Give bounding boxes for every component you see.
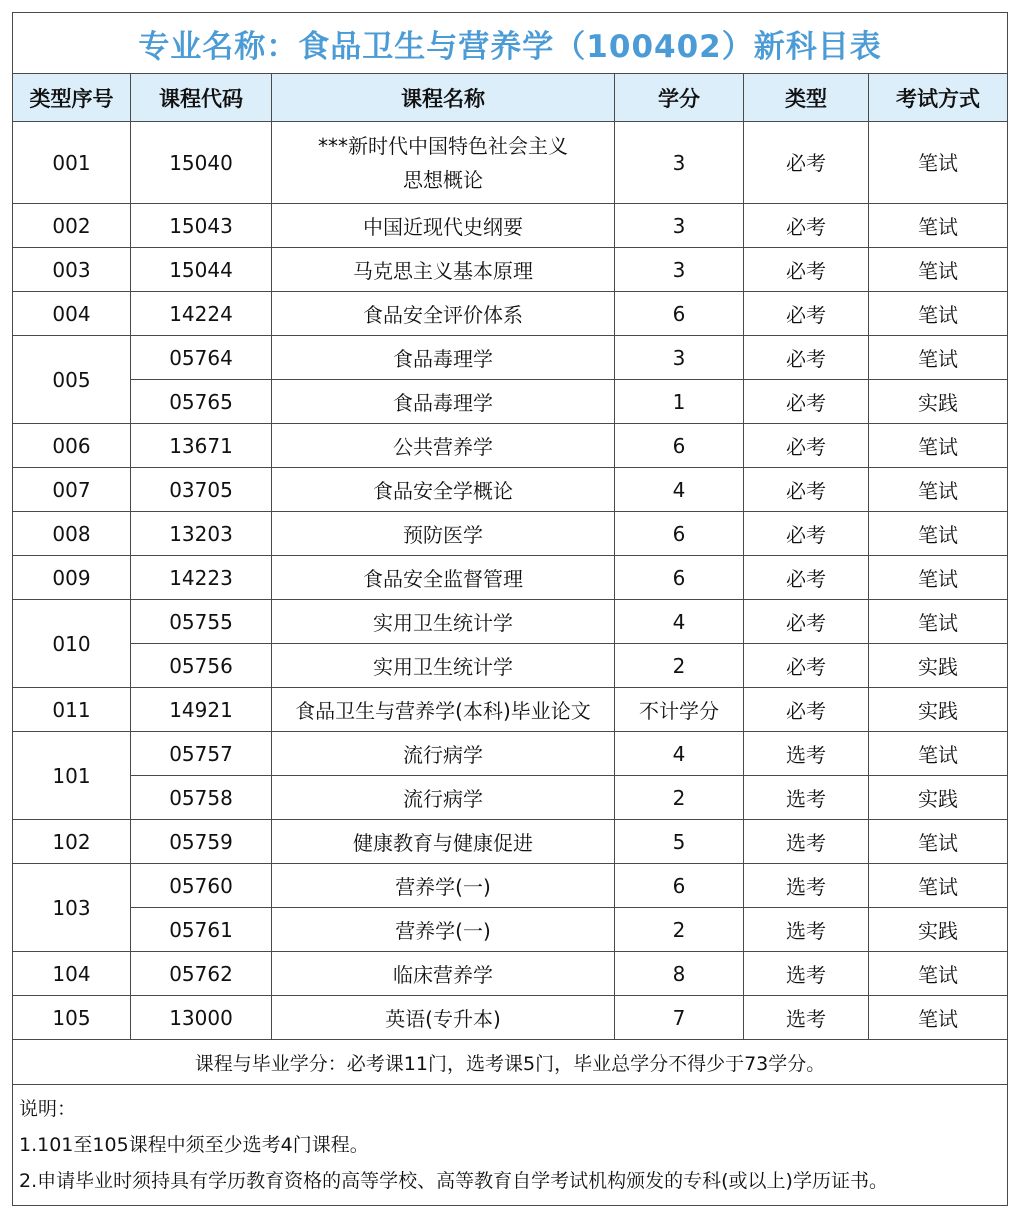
cell-type: 必考 bbox=[744, 688, 869, 732]
cell-code: 13203 bbox=[131, 512, 272, 556]
cell-code: 05758 bbox=[131, 776, 272, 820]
cell-type: 选考 bbox=[744, 732, 869, 776]
cell-credit: 3 bbox=[615, 248, 744, 292]
cell-name bbox=[272, 122, 615, 204]
table-row bbox=[13, 952, 1008, 996]
cell-seq: 006 bbox=[13, 424, 131, 468]
cell-code: 14223 bbox=[131, 556, 272, 600]
cell-exam: 笔试 bbox=[869, 512, 1008, 556]
cell-name: 流行病学 bbox=[272, 732, 615, 776]
cell-credit: 8 bbox=[615, 952, 744, 996]
cell-name: 营养学(一) bbox=[272, 864, 615, 908]
cell-seq: 011 bbox=[13, 688, 131, 732]
cell-code: 05760 bbox=[131, 864, 272, 908]
cell-code: 05757 bbox=[131, 732, 272, 776]
cell-exam: 笔试 bbox=[869, 864, 1008, 908]
header-credit: 学分 bbox=[615, 74, 744, 122]
cell-credit: 6 bbox=[615, 424, 744, 468]
cell-seq: 010 bbox=[13, 600, 131, 688]
cell-seq: 005 bbox=[13, 336, 131, 424]
cell-credit: 4 bbox=[615, 468, 744, 512]
table-row bbox=[13, 292, 1008, 336]
cell-seq: 104 bbox=[13, 952, 131, 996]
cell-name: 公共营养学 bbox=[272, 424, 615, 468]
notes-label: 说明： bbox=[19, 1098, 77, 1120]
cell-type: 选考 bbox=[744, 908, 869, 952]
cell-credit: 6 bbox=[615, 556, 744, 600]
table-row bbox=[13, 688, 1008, 732]
cell-seq: 004 bbox=[13, 292, 131, 336]
cell-type: 必考 bbox=[744, 468, 869, 512]
note-item: 2.申请毕业时须持具有学历教育资格的高等学校、高等教育自学考试机构颁发的专科(或以上)学历证书。 bbox=[19, 1170, 888, 1192]
table-row bbox=[13, 776, 1008, 820]
cell-name: 临床营养学 bbox=[272, 952, 615, 996]
table-row bbox=[13, 512, 1008, 556]
header-name: 课程名称 bbox=[272, 74, 615, 122]
cell-credit: 6 bbox=[615, 512, 744, 556]
cell-credit: 4 bbox=[615, 732, 744, 776]
cell-exam: 笔试 bbox=[869, 820, 1008, 864]
cell-seq: 003 bbox=[13, 248, 131, 292]
table-row bbox=[13, 380, 1008, 424]
cell-code: 05755 bbox=[131, 600, 272, 644]
cell-code: 03705 bbox=[131, 468, 272, 512]
header-type: 类型 bbox=[744, 74, 869, 122]
cell-credit: 2 bbox=[615, 776, 744, 820]
cell-type: 必考 bbox=[744, 248, 869, 292]
cell-exam: 笔试 bbox=[869, 424, 1008, 468]
cell-type: 必考 bbox=[744, 424, 869, 468]
cell-name-line2: 思想概论 bbox=[403, 167, 483, 192]
cell-type: 必考 bbox=[744, 336, 869, 380]
table-row bbox=[13, 600, 1008, 644]
cell-type: 选考 bbox=[744, 776, 869, 820]
note-item: 1.101至105课程中须至少选考4门课程。 bbox=[19, 1134, 369, 1156]
cell-exam: 笔试 bbox=[869, 732, 1008, 776]
header-code: 课程代码 bbox=[131, 74, 272, 122]
cell-name: 中国近现代史纲要 bbox=[272, 204, 615, 248]
cell-name: 食品卫生与营养学(本科)毕业论文 bbox=[272, 688, 615, 732]
notes-section bbox=[13, 1085, 1008, 1206]
table-row bbox=[13, 122, 1008, 204]
cell-exam: 笔试 bbox=[869, 468, 1008, 512]
cell-seq: 102 bbox=[13, 820, 131, 864]
cell-name: 流行病学 bbox=[272, 776, 615, 820]
cell-credit: 不计学分 bbox=[615, 688, 744, 732]
cell-credit: 5 bbox=[615, 820, 744, 864]
cell-code: 05756 bbox=[131, 644, 272, 688]
cell-name: 食品毒理学 bbox=[272, 336, 615, 380]
table-row bbox=[13, 424, 1008, 468]
cell-credit: 2 bbox=[615, 644, 744, 688]
table-row bbox=[13, 820, 1008, 864]
table-row bbox=[13, 336, 1008, 380]
cell-name: 实用卫生统计学 bbox=[272, 600, 615, 644]
cell-exam: 实践 bbox=[869, 688, 1008, 732]
cell-type: 必考 bbox=[744, 122, 869, 204]
cell-code: 15043 bbox=[131, 204, 272, 248]
cell-seq: 105 bbox=[13, 996, 131, 1040]
table-row bbox=[13, 248, 1008, 292]
cell-type: 选考 bbox=[744, 996, 869, 1040]
cell-code: 05759 bbox=[131, 820, 272, 864]
cell-code: 05765 bbox=[131, 380, 272, 424]
cell-name: 马克思主义基本原理 bbox=[272, 248, 615, 292]
cell-exam: 实践 bbox=[869, 644, 1008, 688]
cell-type: 必考 bbox=[744, 600, 869, 644]
cell-name: 营养学(一) bbox=[272, 908, 615, 952]
cell-name: 预防医学 bbox=[272, 512, 615, 556]
cell-seq: 002 bbox=[13, 204, 131, 248]
cell-name: 食品安全评价体系 bbox=[272, 292, 615, 336]
cell-code: 05764 bbox=[131, 336, 272, 380]
table-row bbox=[13, 556, 1008, 600]
cell-exam: 实践 bbox=[869, 908, 1008, 952]
cell-exam: 笔试 bbox=[869, 556, 1008, 600]
cell-credit: 7 bbox=[615, 996, 744, 1040]
cell-exam: 笔试 bbox=[869, 248, 1008, 292]
cell-name: 食品毒理学 bbox=[272, 380, 615, 424]
cell-exam: 实践 bbox=[869, 380, 1008, 424]
table-title: 专业名称：食品卫生与营养学（100402）新科目表 bbox=[13, 13, 1008, 74]
cell-code: 13671 bbox=[131, 424, 272, 468]
cell-type: 选考 bbox=[744, 820, 869, 864]
table-row bbox=[13, 204, 1008, 248]
cell-exam: 笔试 bbox=[869, 600, 1008, 644]
cell-exam: 笔试 bbox=[869, 336, 1008, 380]
cell-seq: 001 bbox=[13, 122, 131, 204]
cell-exam: 实践 bbox=[869, 776, 1008, 820]
cell-code: 15040 bbox=[131, 122, 272, 204]
cell-exam: 笔试 bbox=[869, 292, 1008, 336]
cell-type: 必考 bbox=[744, 512, 869, 556]
cell-type: 选考 bbox=[744, 952, 869, 996]
cell-credit: 3 bbox=[615, 204, 744, 248]
course-sheet bbox=[12, 12, 1007, 1206]
cell-code: 14224 bbox=[131, 292, 272, 336]
table-row bbox=[13, 644, 1008, 688]
cell-type: 必考 bbox=[744, 204, 869, 248]
cell-credit: 1 bbox=[615, 380, 744, 424]
cell-name: 英语(专升本) bbox=[272, 996, 615, 1040]
cell-name: 食品安全学概论 bbox=[272, 468, 615, 512]
cell-credit: 3 bbox=[615, 122, 744, 204]
table-row bbox=[13, 468, 1008, 512]
cell-code: 14921 bbox=[131, 688, 272, 732]
cell-code: 05762 bbox=[131, 952, 272, 996]
cell-credit: 2 bbox=[615, 908, 744, 952]
cell-type: 必考 bbox=[744, 380, 869, 424]
cell-credit: 6 bbox=[615, 292, 744, 336]
cell-exam: 笔试 bbox=[869, 204, 1008, 248]
cell-name: 健康教育与健康促进 bbox=[272, 820, 615, 864]
cell-exam: 笔试 bbox=[869, 996, 1008, 1040]
cell-seq: 008 bbox=[13, 512, 131, 556]
table-row bbox=[13, 908, 1008, 952]
cell-name: 实用卫生统计学 bbox=[272, 644, 615, 688]
cell-code: 13000 bbox=[131, 996, 272, 1040]
credit-summary: 课程与毕业学分：必考课11门，选考课5门，毕业总学分不得少于73学分。 bbox=[13, 1040, 1008, 1085]
cell-seq: 101 bbox=[13, 732, 131, 820]
table-row bbox=[13, 732, 1008, 776]
cell-seq: 009 bbox=[13, 556, 131, 600]
cell-exam: 笔试 bbox=[869, 952, 1008, 996]
cell-type: 必考 bbox=[744, 644, 869, 688]
cell-code: 05761 bbox=[131, 908, 272, 952]
table-row bbox=[13, 996, 1008, 1040]
header-seq: 类型序号 bbox=[13, 74, 131, 122]
cell-seq: 007 bbox=[13, 468, 131, 512]
header-exam: 考试方式 bbox=[869, 74, 1008, 122]
cell-exam: 笔试 bbox=[869, 122, 1008, 204]
cell-type: 必考 bbox=[744, 556, 869, 600]
cell-name-line1: ***新时代中国特色社会主义 bbox=[318, 133, 568, 158]
cell-type: 必考 bbox=[744, 292, 869, 336]
cell-credit: 4 bbox=[615, 600, 744, 644]
cell-code: 15044 bbox=[131, 248, 272, 292]
table-row bbox=[13, 864, 1008, 908]
cell-seq: 103 bbox=[13, 864, 131, 952]
header-row bbox=[13, 74, 1008, 122]
cell-type: 选考 bbox=[744, 864, 869, 908]
course-table bbox=[12, 12, 1008, 1206]
cell-credit: 6 bbox=[615, 864, 744, 908]
cell-name: 食品安全监督管理 bbox=[272, 556, 615, 600]
cell-credit: 3 bbox=[615, 336, 744, 380]
